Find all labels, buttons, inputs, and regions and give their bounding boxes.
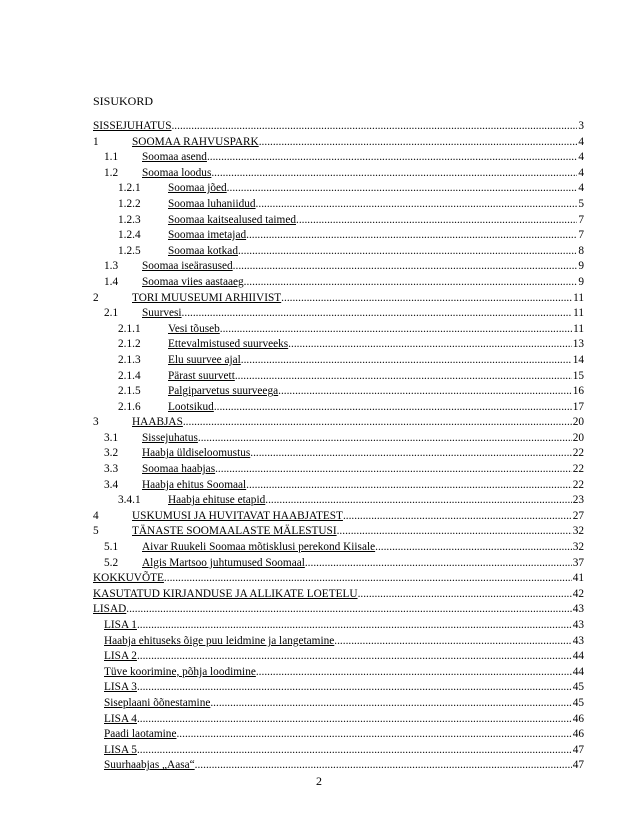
toc-entry-number: 2.1 [104, 307, 119, 320]
toc-entry-link[interactable]: Haabja ehituseks õige puu leidmine ja langetamine [104, 634, 335, 647]
toc-entry-link[interactable]: SISSEJUHATUS [93, 120, 172, 132]
toc-entry[interactable] [93, 306, 584, 322]
toc-entry[interactable] [93, 478, 584, 494]
dot-leader [250, 446, 571, 462]
toc-entry-link[interactable]: Suurvesi [142, 307, 182, 320]
dot-leader [233, 259, 578, 275]
dot-leader [358, 587, 572, 603]
toc-entry-link[interactable]: USKUMUSI JA HUVITAVAT HAABJATEST [132, 509, 343, 522]
dot-leader [337, 524, 572, 540]
dot-leader [211, 166, 577, 182]
toc-entry-page: 43 [572, 634, 584, 647]
toc-entry-page: 11 [573, 307, 584, 320]
toc-entry-number: 2.1.2 [118, 338, 141, 351]
toc-entry[interactable] [93, 135, 584, 151]
dot-leader [296, 213, 577, 229]
toc-entry[interactable] [93, 665, 584, 681]
toc-entry-page: 8 [578, 244, 584, 257]
toc-entry-link[interactable]: TÄNASTE SOOMAALASTE MÄLESTUSI [132, 525, 337, 538]
toc-entry[interactable] [93, 291, 584, 307]
dot-leader [164, 571, 572, 587]
toc-entry[interactable] [93, 259, 584, 275]
toc-entry-link[interactable]: Ettevalmistused suurveeks [168, 338, 289, 351]
toc-entry-page: 9 [578, 260, 584, 273]
toc-entry-link[interactable]: LISA 3 [104, 681, 137, 694]
toc-entry-number: 3 [93, 416, 99, 429]
toc-entry[interactable] [93, 493, 584, 509]
toc-entry-link[interactable]: Haabja ehituse etapid [168, 494, 266, 507]
toc-entry-page: 44 [572, 650, 584, 663]
dot-leader [256, 665, 572, 681]
toc-entry[interactable] [93, 649, 584, 665]
toc-entry-page: 22 [572, 447, 584, 460]
toc-entry[interactable] [93, 758, 584, 774]
toc-entry-page: 7 [578, 213, 584, 226]
toc-entry[interactable] [93, 524, 584, 540]
dot-leader [281, 291, 572, 307]
dot-leader [334, 634, 571, 650]
toc-entry-link[interactable]: Sissejuhatus [142, 431, 198, 444]
toc-entry[interactable] [93, 602, 584, 618]
toc-entry-page: 7 [578, 229, 584, 242]
dot-leader [227, 181, 578, 197]
toc-entry[interactable] [93, 244, 584, 260]
dot-leader [214, 400, 572, 416]
dot-leader [137, 618, 572, 634]
toc-entry-link[interactable]: Siseplaani õõnestamine [104, 696, 211, 709]
toc-entry-page: 4 [578, 135, 584, 148]
toc-entry-number: 1.4 [104, 275, 119, 288]
toc-entry[interactable] [93, 727, 584, 743]
toc-entry-link[interactable]: LISA 1 [104, 619, 137, 631]
toc-entry-link[interactable]: Pärast suurvett [168, 369, 235, 382]
toc-entry-link[interactable]: Suurhaabjas „Aasa“ [104, 759, 195, 772]
dot-leader [195, 758, 572, 774]
toc-entry-number: 3.4 [104, 478, 119, 491]
toc-entry-link[interactable]: Soomaa kotkad [168, 244, 238, 257]
toc-entry-page: 16 [572, 385, 584, 398]
dot-leader [176, 727, 571, 743]
toc-entry-number: 2.1.6 [118, 400, 141, 413]
toc-entry-number: 2.1.4 [118, 369, 141, 382]
dot-leader [256, 197, 578, 213]
toc-entry-page: 43 [572, 603, 584, 616]
toc-entry[interactable] [93, 712, 584, 728]
toc-entry-number: 1.2.1 [118, 182, 141, 195]
toc-entry-page: 15 [572, 369, 584, 382]
toc-entry[interactable] [93, 509, 584, 525]
dot-leader [238, 244, 577, 260]
toc-entry[interactable] [93, 400, 584, 416]
toc-entry-number: 1.2 [104, 166, 119, 179]
toc-entry-page: 17 [572, 400, 584, 413]
table-of-contents [93, 119, 584, 774]
toc-entry[interactable] [93, 197, 584, 213]
toc-entry-number: 1.1 [104, 151, 119, 164]
dot-leader [265, 493, 571, 509]
toc-entry-link[interactable]: KASUTATUD KIRJANDUSE JA ALLIKATE LOETELU [93, 587, 358, 600]
dot-leader [126, 602, 571, 618]
toc-entry-link[interactable]: LISAD [93, 603, 127, 616]
toc-entry-page: 46 [572, 712, 584, 725]
toc-entry-link[interactable]: KOKKUVÕTE [93, 572, 164, 585]
toc-entry-number: 3.3 [104, 463, 119, 476]
dot-leader [183, 415, 572, 431]
toc-entry[interactable] [93, 213, 584, 229]
toc-entry-number: 1.2.5 [118, 244, 141, 257]
toc-entry-link[interactable]: Soomaa kaitsealused taimed [168, 213, 296, 226]
toc-entry-number: 1 [93, 135, 99, 148]
toc-entry-page: 32 [572, 525, 584, 538]
toc-entry-number: 5.1 [104, 541, 119, 554]
toc-entry[interactable] [93, 369, 584, 385]
toc-entry-link[interactable]: Palgiparvetus suurveega [168, 385, 279, 398]
toc-entry-page: 43 [572, 619, 584, 631]
toc-entry-link[interactable]: Soomaa haabjas [142, 463, 216, 476]
toc-entry-number: 2.1.1 [118, 322, 141, 335]
toc-entry-link[interactable]: Soomaa viies aastaaeg [142, 275, 244, 288]
toc-entry-page: 22 [572, 463, 584, 476]
toc-entry[interactable] [93, 353, 584, 369]
toc-entry-link[interactable]: LISA 4 [104, 712, 137, 725]
toc-entry-page: 13 [572, 338, 584, 351]
toc-entry[interactable] [93, 540, 584, 556]
toc-entry[interactable] [93, 166, 584, 182]
dot-leader [244, 275, 578, 291]
toc-entry-link[interactable]: Soomaa imetajad [168, 229, 247, 242]
toc-entry-page: 32 [572, 541, 584, 554]
toc-entry[interactable] [93, 431, 584, 447]
toc-entry-page: 46 [572, 728, 584, 741]
dot-leader [137, 712, 572, 728]
dot-leader [288, 337, 572, 353]
toc-entry[interactable] [93, 743, 584, 759]
toc-entry[interactable] [93, 571, 584, 587]
toc-entry-number: 4 [93, 509, 99, 522]
toc-entry-link[interactable]: Elu suurvee ajal [168, 353, 241, 366]
toc-entry-link[interactable]: Lootsikud [168, 400, 214, 413]
toc-entry-link[interactable]: Soomaa iseärasused [142, 260, 233, 273]
toc-entry-link[interactable]: Tüve koorimine, põhja loodimine [104, 665, 256, 678]
dot-leader [220, 322, 572, 338]
dot-leader [375, 540, 572, 556]
toc-entry-number: 3.1 [104, 431, 119, 444]
toc-entry-page: 37 [572, 556, 584, 569]
toc-entry-link[interactable]: LISA 5 [104, 743, 137, 756]
dot-leader [137, 680, 572, 696]
dot-leader [198, 431, 572, 447]
dot-leader [207, 150, 577, 166]
toc-entry-page: 4 [578, 166, 584, 179]
toc-entry[interactable] [93, 587, 584, 603]
toc-entry-page: 47 [572, 743, 584, 756]
toc-entry-link[interactable]: LISA 2 [104, 650, 137, 663]
toc-entry-link[interactable]: Soomaa loodus [142, 166, 212, 179]
toc-entry-number: 1.3 [104, 260, 119, 273]
dot-leader [305, 556, 572, 572]
toc-entry-page: 4 [578, 182, 584, 195]
toc-entry-number: 1.2.3 [118, 213, 141, 226]
toc-entry-page: 42 [572, 587, 584, 600]
toc-entry-page: 45 [572, 681, 584, 694]
toc-entry[interactable] [93, 446, 584, 462]
toc-entry-number: 3.4.1 [118, 494, 141, 507]
toc-entry-number: 1.2.2 [118, 197, 141, 210]
dot-leader [259, 135, 578, 151]
dot-leader [241, 353, 572, 369]
toc-entry-link[interactable]: Haabja ehitus Soomaal [142, 478, 247, 491]
toc-entry-page: 3 [578, 120, 584, 132]
dot-leader [137, 649, 572, 665]
toc-entry-link[interactable]: Aivar Ruukeli Soomaa mõtisklusi perekond Kiisale [142, 541, 376, 554]
toc-entry[interactable] [93, 634, 584, 650]
toc-entry-link[interactable]: HAABJAS [132, 416, 183, 429]
toc-entry[interactable] [93, 150, 584, 166]
toc-entry-page: 47 [572, 759, 584, 772]
toc-entry[interactable] [93, 119, 584, 135]
dot-leader [343, 509, 572, 525]
toc-entry-page: 20 [572, 431, 584, 444]
dot-leader [246, 478, 572, 494]
toc-entry[interactable] [93, 322, 584, 338]
toc-entry-number: 5.2 [104, 556, 119, 569]
toc-entry[interactable] [93, 462, 584, 478]
dot-leader [246, 228, 577, 244]
toc-entry-page: 41 [572, 572, 584, 585]
dot-leader [215, 462, 572, 478]
toc-entry-link[interactable]: Soomaa jõed [168, 182, 227, 195]
toc-entry[interactable] [93, 618, 584, 634]
toc-entry[interactable] [93, 415, 584, 431]
page-number: 2 [316, 774, 322, 788]
toc-entry-link[interactable]: TORI MUUSEUMI ARHIIVIST [132, 291, 282, 304]
toc-entry[interactable] [93, 228, 584, 244]
dot-leader [137, 743, 572, 759]
toc-entry[interactable] [93, 384, 584, 400]
toc-entry[interactable] [93, 680, 584, 696]
toc-entry-link[interactable]: Soomaa asend [142, 151, 207, 164]
toc-entry-page: 45 [572, 696, 584, 709]
dot-leader [210, 696, 571, 712]
dot-leader [235, 369, 572, 385]
toc-entry-number: 2.1.5 [118, 385, 141, 398]
toc-entry-page: 20 [572, 416, 584, 429]
toc-entry-link[interactable]: Vesi tõuseb [168, 322, 220, 335]
toc-entry[interactable] [93, 275, 584, 291]
toc-entry-link[interactable]: Paadi laotamine [104, 728, 177, 741]
toc-entry-page: 44 [572, 665, 584, 678]
toc-heading: SISUKORD [93, 94, 154, 108]
toc-entry-page: 11 [573, 291, 584, 304]
toc-entry[interactable] [93, 181, 584, 197]
toc-entry[interactable] [93, 337, 584, 353]
toc-entry-number: 2.1.3 [118, 353, 141, 366]
toc-entry[interactable] [93, 696, 584, 712]
dot-leader [182, 306, 573, 322]
toc-entry-page: 14 [572, 353, 584, 366]
toc-entry-page: 27 [572, 509, 584, 522]
toc-entry-page: 23 [572, 494, 584, 507]
dot-leader [278, 384, 572, 400]
dot-leader [171, 119, 577, 135]
toc-entry-page: 5 [578, 197, 584, 210]
toc-entry-link[interactable]: Soomaa luhaniidud [168, 197, 256, 210]
toc-entry-number: 3.2 [104, 447, 119, 460]
toc-entry-page: 11 [573, 322, 584, 335]
toc-entry-number: 2 [93, 291, 99, 304]
toc-entry-page: 4 [578, 151, 584, 164]
toc-entry-page: 22 [572, 478, 584, 491]
toc-entry-link[interactable]: Algis Martsoo juhtumused Soomaal [142, 556, 305, 569]
toc-entry-page: 9 [578, 275, 584, 288]
toc-entry-link[interactable]: SOOMAA RAHVUSPARK [132, 135, 259, 148]
toc-entry-link[interactable]: Haabja üldiseloomustus [142, 447, 251, 460]
toc-entry[interactable] [93, 556, 584, 572]
toc-entry-number: 1.2.4 [118, 229, 141, 242]
toc-entry-number: 5 [93, 525, 99, 538]
